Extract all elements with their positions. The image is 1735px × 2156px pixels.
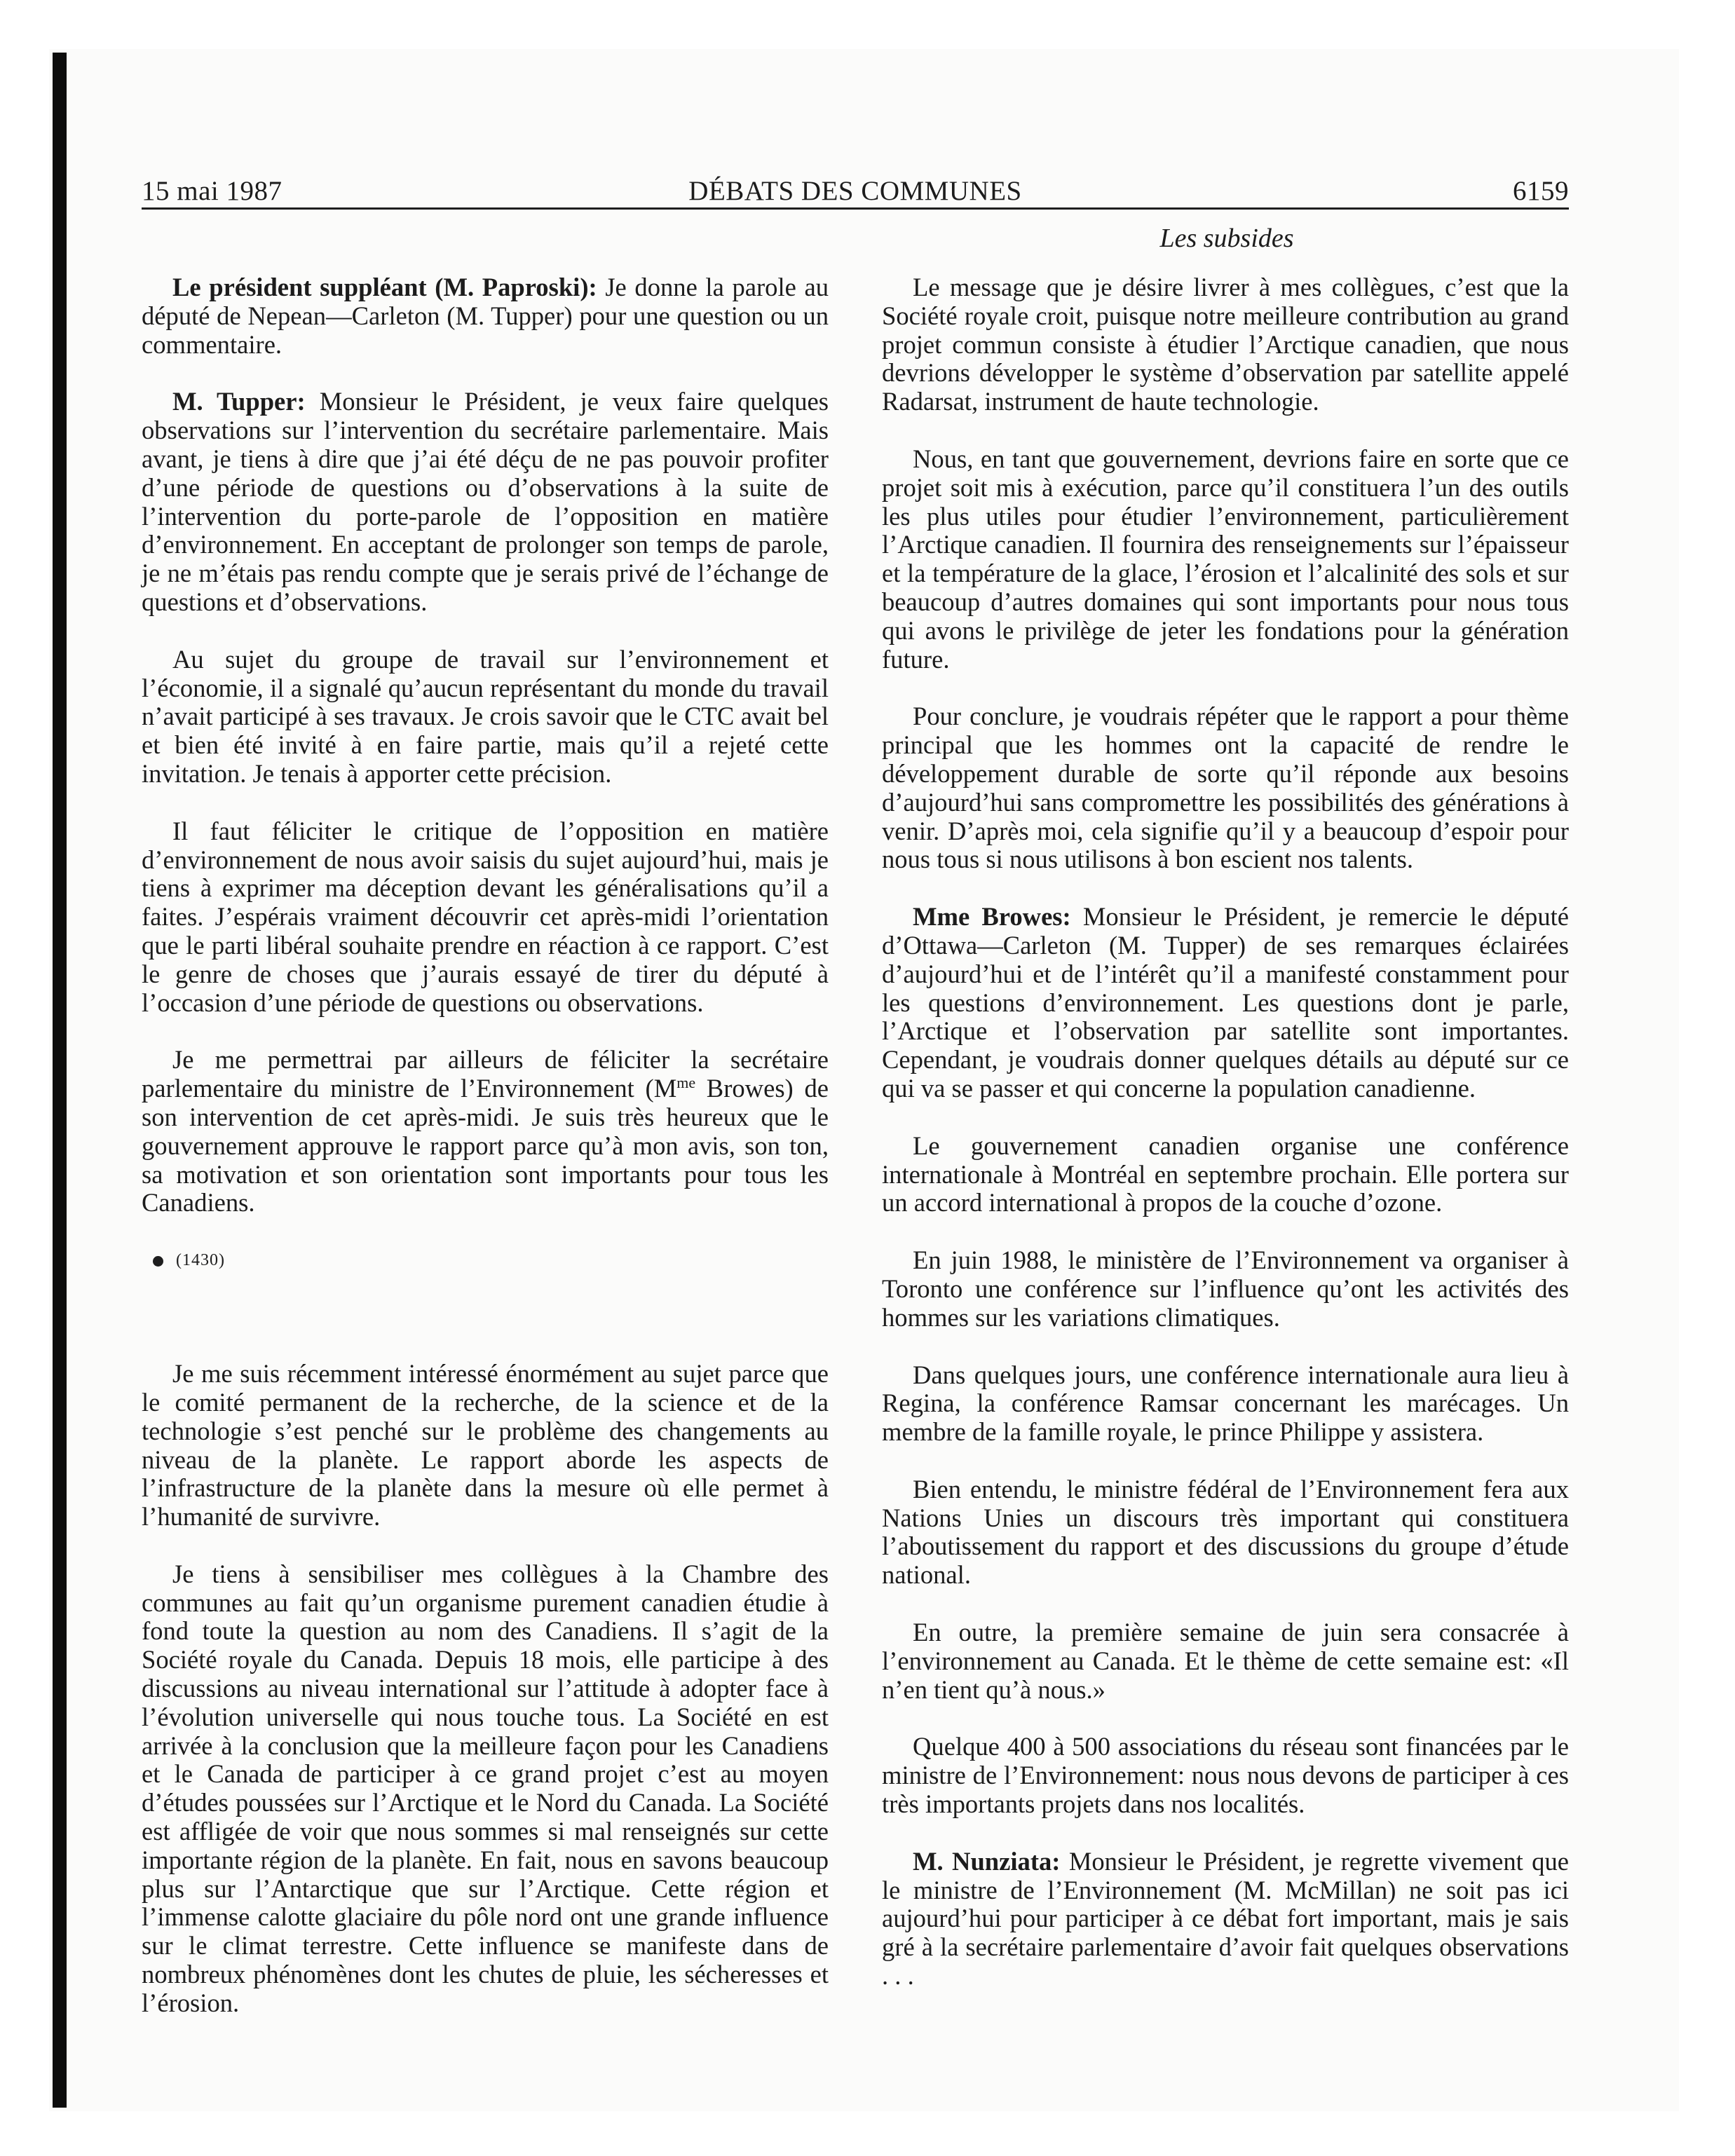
header-rule [142,207,1569,210]
paragraph [142,273,829,359]
speaker-name: M. Tupper: [172,387,306,416]
speaker-name: M. Nunziata: [913,1846,1061,1876]
paragraph: En juin 1988, le ministère de l’Environnement va organiser à Toronto une conférence sur l’influence qu’ont les activités des hommes sur les variations climatiques. [882,1246,1569,1332]
right-column [882,273,1569,1991]
paragraph: Bien entendu, le ministre fédéral de l’Environnement fera aux Nations Unies un discours très important qui constituera l’aboutissement du rapport et des discussions du groupe d’étude national. [882,1474,1569,1590]
header-date: 15 mai 1987 [142,176,283,206]
paragraph: Le message que je désire livrer à mes collègues, c’est que la Société royale croit, puisque notre meilleure contribution au grand projet commun consiste à étudier l’Arctique canadien, que nous devrions développer le système d’observation par satellite appelé Radarsat, instrument de haute technologie. [882,273,1569,416]
running-head: Les subsides [1159,224,1294,253]
paragraph [882,903,1569,1103]
paragraph: Il faut féliciter le critique de l’opposition en matière d’environnement de nous avoir saisis du sujet aujourd’hui, mais je tiens à exprimer ma déception devant les généralisations qu’il a faites. J’espérais vraiment découvrir cet après-midi l’orientation que le parti libéral souhaite prendre en réaction à ce rapport. C’est le genre de choses que j’aurais essayé de tirer du député à l’occasion d’une période de questions ou observations. [142,816,829,1017]
paragraph-text: Je donne la parole au député de Nepean—Carleton (M. Tupper) pour une question ou un commentaire. [142,273,829,359]
page-header [142,175,1569,209]
paragraph: En outre, la première semaine de juin sera consacrée à l’environnement au Canada. Et le thème de cette semaine est: «Il n’en tient qu’à nous.» [882,1618,1569,1704]
paragraph: Quelque 400 à 500 associations du réseau sont financées par le ministre de l’Environnement: nous nous devons de participer à ces très importants projets dans nos localités. [882,1732,1569,1819]
speaker-name: Le président suppléant (M. Paproski): [172,273,597,301]
paragraph: Dans quelques jours, une conférence internationale aura lieu à Regina, la conférence Ramsar concernant les marécages. Un membre de la famille royale, le prince Philippe y assistera. [882,1360,1569,1447]
paragraph-text: Monsieur le Président, je veux faire quelques observations sur l’intervention du secrétaire parlementaire. Mais avant, je tiens à dire que j’ai été déçu de ne pas pouvoir profiter d’une période de questions ou d’observations à la suite de l’intervention du porte-parole de l’opposition en matière d’environnement. En acceptant de prolonger son temps de parole, je ne m’étais pas rendu compte que je serais privé de l’échange de questions et d’observations. [142,387,829,616]
paragraph: Nous, en tant que gouvernement, devrions faire en sorte que ce projet soit mis à exécution, parce qu’il constituera l’un des outils les plus utiles pour étudier l’environnement, particulièrement l’Arctique canadien. Il fournira des renseignements sur l’épaisseur et la température de la glace, l’érosion et l’alcalinité des sols et sur beaucoup d’autres domaines qui sont importants pour nous tous qui avons le privilège de jeter les fondations pour la génération future. [882,444,1569,674]
paragraph: Je tiens à sensibiliser mes collègues à la Chambre des communes au fait qu’un organisme purement canadien étudie à fond toute la question au nom des Canadiens. Il s’agit de la Société royale du Canada. Depuis 18 mois, elle participe à des discussions au niveau international sur l’attitude à adopter face à l’évolution universelle qui nous touche tous. La Société en est arrivée à la conclusion que la meilleure façon pour les Canadiens et le Canada de participer à ce grand projet c’est au moyen d’études poussées sur l’Arctique et le Nord du Canada. La Société est affligée de voir que nous sommes si mal renseignés sur cette importante région de la planète. En fait, nous en savons beaucoup plus sur l’Antarctique que sur l’Arctique. Cette région et l’immense calotte glaciaire du pôle nord ont une grande influence sur le climat terrestre. Cette influence se manifeste dans de nombreux phénomènes dont les chutes de pluie, les sécheresses et l’érosion. [142,1559,829,2017]
header-title: DÉBATS DES COMMUNES [688,176,1022,206]
binding-edge-bar [53,53,67,2108]
paragraph: Pour conclure, je voudrais répéter que le rapport a pour thème principal que les hommes ont la capacité de rendre le développement durable de sorte qu’il réponde aux besoins d’aujourd’hui sans compromettre les possibilités des générations à venir. D’après moi, cela signifie qu’il y a beaucoup d’espoir pour nous tous si nous utilisons à bon escient nos talents. [882,702,1569,874]
time-marker [142,1246,829,1274]
paragraph: Au sujet du groupe de travail sur l’environnement et l’économie, il a signalé qu’aucun représentant du monde du travail n’avait participé à ses travaux. Je crois savoir que le CTC avait bel et bien été invité à en faire partie, mais qu’il a rejeté cette invitation. Je tenais à apporter cette précision. [142,644,829,788]
paragraph-text: Monsieur le Président, je remercie le député d’Ottawa—Carleton (M. Tupper) de ses remarques éclairées d’aujourd’hui et de l’intérêt qu’il a manifesté constamment pour les questions d’environnement. Les questions dont je parle, l’Arctique et l’observation par satellite sont importantes. Cependant, je voudrais donner quelques détails au député sur ce qui va se passer et qui concerne la population canadienne. [882,902,1570,1103]
paragraph: Le gouvernement canadien organise une conférence internationale à Montréal en septembre prochain. Elle portera sur un accord international à propos de la couche d’ozone. [882,1131,1569,1217]
paragraph-text: Je me permettrai par ailleurs de féliciter la secrétaire parlementaire du ministre de l’Environnement (M [142,1045,829,1103]
time-marker-text: (1430) [176,1251,225,1270]
speaker-name: Mme Browes: [913,902,1071,932]
page-number: 6159 [1513,176,1569,206]
paragraph: Je me suis récemment intéressé énormément au sujet parce que le comité permanent de la recherche, de la science et de la technologie s’est penché sur le problème des changements au niveau de la planète. Le rapport aborde les aspects de l’infrastructure de la planète dans la mesure où elle permet à l’humanité de survivre. [142,1359,829,1531]
left-column [142,273,829,2018]
paragraph [142,388,829,616]
paragraph [882,1848,1569,1991]
paragraph-text: Monsieur le Président, je regrette vivement que le ministre de l’Environnement (M. McMillan) ne soit pas ici aujourd’hui pour participer à ce débat fort important, mais je sais gré à la secrétaire parlementaire d’avoir fait quelques observations . . . [882,1846,1569,1991]
bullet-icon [153,1256,163,1267]
paragraph-text: Browes) de son intervention de cet après-midi. Je suis très heureux que le gouvernement approuve le rapport parce qu’à mon avis, son ton, sa motivation et son orientation sont importants pour tous les Canadiens. [142,1074,829,1217]
superscript: me [676,1073,696,1091]
paragraph [142,1046,829,1217]
